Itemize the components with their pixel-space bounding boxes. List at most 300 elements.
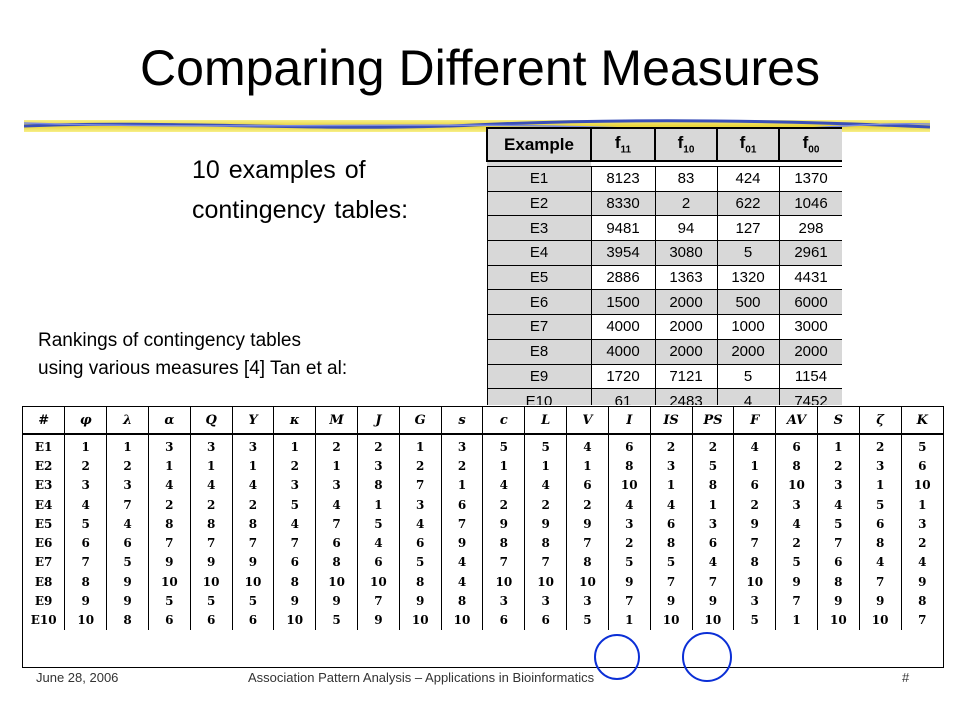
frequency-cell: 8123	[591, 167, 655, 192]
rank-cell: 9	[399, 591, 441, 610]
rank-cell: 2	[608, 533, 650, 552]
frequency-cell: 7452	[779, 389, 842, 405]
rank-cell: 3	[232, 434, 274, 456]
rank-cell: 10	[399, 611, 441, 630]
rank-cell: 1	[776, 611, 818, 630]
frequency-cell: 1154	[779, 364, 842, 389]
example-table-row	[487, 364, 842, 389]
rank-cell: 2	[148, 495, 190, 514]
rank-cell: 2	[567, 495, 609, 514]
rank-cell: 5	[525, 434, 567, 456]
rank-cell: 1	[692, 495, 734, 514]
rank-cell: 5	[232, 591, 274, 610]
frequency-cell: 1370	[779, 167, 842, 192]
rank-cell: 4	[567, 434, 609, 456]
example-id-cell: E9	[487, 364, 591, 389]
frequency-cell: 1500	[591, 290, 655, 315]
rank-cell: 7	[316, 514, 358, 533]
example-contingency-table	[486, 127, 842, 405]
frequency-cell: 1720	[591, 364, 655, 389]
frequency-cell: 4000	[591, 339, 655, 364]
example-id-cell: E10	[30, 613, 57, 628]
rank-cell: 9	[734, 514, 776, 533]
rank-cell: 3	[650, 456, 692, 475]
rank-cell: 3	[65, 476, 107, 495]
example-table-row	[487, 389, 842, 405]
example-id-cell: E6	[34, 536, 53, 551]
frequency-cell: 1000	[717, 315, 779, 340]
rank-cell: 4	[483, 476, 525, 495]
rank-cell: 8	[817, 572, 859, 591]
rank-cell: 6	[274, 553, 316, 572]
measure-header: s	[441, 407, 483, 434]
rank-cell: 6	[901, 456, 943, 475]
rank-cell: 7	[358, 591, 400, 610]
frequency-cell: 94	[655, 216, 717, 241]
frequency-cell: 3954	[591, 241, 655, 266]
rank-cell: 9	[232, 553, 274, 572]
rank-cell: 1	[608, 611, 650, 630]
rank-cell: 4	[776, 514, 818, 533]
rank-cell: 7	[859, 572, 901, 591]
frequency-cell: 2000	[655, 315, 717, 340]
measure-header: λ	[107, 407, 149, 434]
subtitle-line-1: 10 examples of	[192, 156, 366, 184]
rank-cell: 2	[776, 533, 818, 552]
rank-cell: 3	[901, 514, 943, 533]
rank-cell: 9	[316, 591, 358, 610]
frequency-cell: 2886	[591, 265, 655, 290]
example-table-row	[487, 241, 842, 266]
rank-cell: 8	[650, 533, 692, 552]
rankings-table-row	[23, 553, 943, 572]
frequency-cell: 6000	[779, 290, 842, 315]
rank-cell: 6	[859, 514, 901, 533]
rank-cell: 8	[734, 553, 776, 572]
rank-cell: 2	[692, 434, 734, 456]
rank-cell: 6	[190, 611, 232, 630]
example-table-row	[487, 315, 842, 340]
measure-header: φ	[65, 407, 107, 434]
rank-cell: 6	[441, 495, 483, 514]
rank-cell: 8	[274, 572, 316, 591]
rank-cell: 5	[274, 495, 316, 514]
rank-cell: 1	[525, 456, 567, 475]
rank-cell: 9	[608, 572, 650, 591]
rank-cell: 8	[232, 514, 274, 533]
rank-cell: 6	[65, 533, 107, 552]
header-f10: $f_{10}$	[655, 128, 717, 161]
rank-cell: 3	[608, 514, 650, 533]
rank-cell: 1	[650, 476, 692, 495]
rank-cell: 4	[901, 553, 943, 572]
frequency-cell: 2483	[655, 389, 717, 405]
example-id-cell: E10	[487, 389, 591, 405]
rank-cell: 9	[65, 591, 107, 610]
rank-cell: 2	[483, 495, 525, 514]
example-id-cell: E4	[34, 497, 53, 512]
rank-cell: 3	[441, 434, 483, 456]
rank-cell: 6	[483, 611, 525, 630]
footer-page-number: #	[902, 670, 910, 685]
rank-cell: 8	[148, 514, 190, 533]
rank-cell: 1	[859, 476, 901, 495]
rank-cell: 4	[107, 514, 149, 533]
rank-cell: 6	[650, 514, 692, 533]
rank-cell: 7	[776, 591, 818, 610]
rank-cell: 6	[734, 476, 776, 495]
measure-header: Y	[232, 407, 274, 434]
rank-cell: 7	[148, 533, 190, 552]
rank-cell: 7	[817, 533, 859, 552]
rankings-table-row	[23, 495, 943, 514]
rank-cell: 3	[525, 591, 567, 610]
rank-cell: 4	[399, 514, 441, 533]
rank-cell: 4	[441, 553, 483, 572]
measure-header: I	[608, 407, 650, 434]
example-id-cell: E1	[487, 167, 591, 192]
rank-cell: 4	[817, 495, 859, 514]
frequency-cell: 5	[717, 241, 779, 266]
example-table-row	[487, 265, 842, 290]
rank-cell: 1	[567, 456, 609, 475]
rank-cell: 8	[859, 533, 901, 552]
rank-cell: 6	[817, 553, 859, 572]
measure-header: M	[316, 407, 358, 434]
rank-cell: 4	[525, 476, 567, 495]
rank-cell: 2	[817, 456, 859, 475]
rankings-table-row	[23, 514, 943, 533]
example-id-cell: E6	[487, 290, 591, 315]
example-id-cell: E2	[487, 191, 591, 216]
rank-cell: 3	[483, 591, 525, 610]
rank-cell: 8	[441, 591, 483, 610]
rank-cell: 8	[692, 476, 734, 495]
rank-cell: 1	[817, 434, 859, 456]
rank-cell: 2	[358, 434, 400, 456]
example-id-cell: E5	[34, 516, 53, 531]
rankings-table	[22, 406, 944, 668]
rank-cell: 4	[274, 514, 316, 533]
rank-cell: 10	[441, 611, 483, 630]
measure-header: PS	[692, 407, 734, 434]
example-id-cell: E5	[487, 265, 591, 290]
rankings-caption-line-2: using various measures [4] Tan et al:	[38, 358, 348, 379]
rank-cell: 1	[148, 456, 190, 475]
footer-date: June 28, 2006	[36, 670, 119, 685]
rank-cell: 10	[232, 572, 274, 591]
rankings-table-row	[23, 572, 943, 591]
measure-header: J	[358, 407, 400, 434]
rank-cell: 3	[399, 495, 441, 514]
header-f01: $f_{01}$	[717, 128, 779, 161]
rank-cell: 10	[483, 572, 525, 591]
rank-cell: 4	[859, 553, 901, 572]
rank-cell: 10	[274, 611, 316, 630]
header-f00: $f_{00}$	[779, 128, 842, 161]
rank-cell: 1	[274, 434, 316, 456]
frequency-cell: 4000	[591, 315, 655, 340]
frequency-cell: 622	[717, 191, 779, 216]
rank-cell: 1	[399, 434, 441, 456]
rank-cell: 7	[608, 591, 650, 610]
rank-cell: 3	[148, 434, 190, 456]
rank-cell: 2	[441, 456, 483, 475]
rankings-table-row	[23, 434, 943, 456]
rank-cell: 9	[650, 591, 692, 610]
rank-cell: 1	[232, 456, 274, 475]
rank-cell: 9	[901, 572, 943, 591]
rank-cell: 1	[441, 476, 483, 495]
rank-cell: 3	[107, 476, 149, 495]
rank-cell: 8	[65, 572, 107, 591]
rank-cell: 3	[817, 476, 859, 495]
rank-cell: 10	[734, 572, 776, 591]
rank-cell: 3	[358, 456, 400, 475]
rank-cell: 10	[148, 572, 190, 591]
rank-cell: 3	[567, 591, 609, 610]
rank-cell: 9	[817, 591, 859, 610]
rankings-table-row	[23, 611, 943, 630]
rank-cell: 9	[274, 591, 316, 610]
rank-cell: 10	[776, 476, 818, 495]
rank-cell: 4	[692, 553, 734, 572]
rank-cell: 3	[274, 476, 316, 495]
rank-cell: 1	[358, 495, 400, 514]
rank-cell: 3	[859, 456, 901, 475]
rank-cell: 4	[608, 495, 650, 514]
example-id-cell: E2	[34, 458, 53, 473]
frequency-cell: 61	[591, 389, 655, 405]
rank-cell: 4	[148, 476, 190, 495]
rank-cell: 2	[274, 456, 316, 475]
rank-cell: 8	[483, 533, 525, 552]
frequency-cell: 2000	[717, 339, 779, 364]
rank-cell: 7	[232, 533, 274, 552]
example-id-cell: E8	[34, 574, 53, 589]
rank-cell: 1	[65, 434, 107, 456]
rank-cell: 4	[358, 533, 400, 552]
rank-cell: 10	[817, 611, 859, 630]
rank-cell: 9	[859, 591, 901, 610]
example-table-row	[487, 191, 842, 216]
rank-cell: 6	[148, 611, 190, 630]
rank-cell: 5	[859, 495, 901, 514]
rank-cell: 5	[692, 456, 734, 475]
highlight-circle-I	[594, 634, 640, 680]
rankings-table-row	[23, 533, 943, 552]
example-id-cell: E3	[34, 478, 53, 493]
measure-header: #	[23, 407, 65, 434]
rank-cell: 3	[692, 514, 734, 533]
rankings-caption	[38, 327, 347, 383]
frequency-cell: 2000	[779, 339, 842, 364]
rank-cell: 7	[692, 572, 734, 591]
frequency-cell: 2000	[655, 339, 717, 364]
measure-header: L	[525, 407, 567, 434]
measure-header: G	[399, 407, 441, 434]
measure-header: ζ	[859, 407, 901, 434]
rank-cell: 5	[608, 553, 650, 572]
rank-cell: 7	[901, 611, 943, 630]
rank-cell: 6	[107, 533, 149, 552]
rank-cell: 5	[776, 553, 818, 572]
rankings-table-row	[23, 456, 943, 475]
rank-cell: 10	[525, 572, 567, 591]
frequency-cell: 8330	[591, 191, 655, 216]
example-table-row	[487, 216, 842, 241]
rank-cell: 10	[358, 572, 400, 591]
frequency-cell: 298	[779, 216, 842, 241]
rank-cell: 4	[232, 476, 274, 495]
rank-cell: 5	[567, 611, 609, 630]
measure-header: S	[817, 407, 859, 434]
rank-cell: 9	[483, 514, 525, 533]
rank-cell: 2	[525, 495, 567, 514]
rank-cell: 7	[65, 553, 107, 572]
rank-cell: 3	[190, 434, 232, 456]
rank-cell: 4	[734, 434, 776, 456]
rank-cell: 5	[148, 591, 190, 610]
rank-cell: 5	[316, 611, 358, 630]
rankings-table-header	[23, 407, 943, 434]
rank-cell: 5	[190, 591, 232, 610]
rank-cell: 8	[316, 553, 358, 572]
rank-cell: 9	[441, 533, 483, 552]
example-table-row	[487, 339, 842, 364]
measure-header: K	[901, 407, 943, 434]
measure-header: IS	[650, 407, 692, 434]
rank-cell: 6	[567, 476, 609, 495]
frequency-cell: 424	[717, 167, 779, 192]
rank-cell: 3	[776, 495, 818, 514]
frequency-cell: 1320	[717, 265, 779, 290]
rank-cell: 8	[190, 514, 232, 533]
rank-cell: 2	[316, 434, 358, 456]
frequency-cell: 4	[717, 389, 779, 405]
frequency-cell: 3000	[779, 315, 842, 340]
example-table-header	[487, 128, 842, 161]
rank-cell: 6	[358, 553, 400, 572]
rank-cell: 6	[776, 434, 818, 456]
rank-cell: 10	[901, 476, 943, 495]
rank-cell: 10	[650, 611, 692, 630]
rank-cell: 5	[358, 514, 400, 533]
rank-cell: 8	[525, 533, 567, 552]
rank-cell: 7	[399, 476, 441, 495]
frequency-cell: 2961	[779, 241, 842, 266]
rank-cell: 10	[190, 572, 232, 591]
measure-header: α	[148, 407, 190, 434]
rank-cell: 2	[232, 495, 274, 514]
frequency-cell: 9481	[591, 216, 655, 241]
rank-cell: 2	[399, 456, 441, 475]
rank-cell: 9	[107, 591, 149, 610]
rank-cell: 6	[232, 611, 274, 630]
rank-cell: 7	[441, 514, 483, 533]
rank-cell: 2	[901, 533, 943, 552]
rank-cell: 1	[107, 434, 149, 456]
example-id-cell: E4	[487, 241, 591, 266]
rank-cell: 9	[107, 572, 149, 591]
frequency-cell: 2	[655, 191, 717, 216]
rank-cell: 1	[483, 456, 525, 475]
rank-cell: 9	[525, 514, 567, 533]
rank-cell: 10	[692, 611, 734, 630]
rank-cell: 2	[107, 456, 149, 475]
rank-cell: 5	[817, 514, 859, 533]
frequency-cell: 4431	[779, 265, 842, 290]
rank-cell: 2	[650, 434, 692, 456]
rank-cell: 4	[650, 495, 692, 514]
rank-cell: 8	[901, 591, 943, 610]
frequency-cell: 1363	[655, 265, 717, 290]
measure-header: Q	[190, 407, 232, 434]
rank-cell: 2	[190, 495, 232, 514]
rank-cell: 9	[692, 591, 734, 610]
rankings-caption-line-1: Rankings of contingency tables	[38, 330, 301, 351]
frequency-cell: 5	[717, 364, 779, 389]
rank-cell: 1	[316, 456, 358, 475]
rank-cell: 4	[441, 572, 483, 591]
slide-title: Comparing Different Measures	[140, 40, 820, 96]
rank-cell: 10	[65, 611, 107, 630]
rank-cell: 1	[190, 456, 232, 475]
rank-cell: 7	[650, 572, 692, 591]
example-table-row	[487, 167, 842, 192]
rank-cell: 2	[734, 495, 776, 514]
rank-cell: 9	[148, 553, 190, 572]
rank-cell: 5	[650, 553, 692, 572]
rank-cell: 8	[776, 456, 818, 475]
rank-cell: 6	[608, 434, 650, 456]
measure-header: AV	[776, 407, 818, 434]
rank-cell: 8	[608, 456, 650, 475]
frequency-cell: 7121	[655, 364, 717, 389]
rank-cell: 8	[358, 476, 400, 495]
header-f11: $f_{11}$	[591, 128, 655, 161]
rank-cell: 10	[316, 572, 358, 591]
rank-cell: 8	[107, 611, 149, 630]
rank-cell: 4	[65, 495, 107, 514]
example-id-cell: E7	[487, 315, 591, 340]
rank-cell: 2	[859, 434, 901, 456]
rank-cell: 9	[358, 611, 400, 630]
rank-cell: 10	[608, 476, 650, 495]
rank-cell: 7	[107, 495, 149, 514]
rank-cell: 8	[399, 572, 441, 591]
rank-cell: 7	[190, 533, 232, 552]
header-example: Example	[487, 128, 591, 161]
measure-header: F	[734, 407, 776, 434]
example-id-cell: E3	[487, 216, 591, 241]
rank-cell: 5	[107, 553, 149, 572]
rank-cell: 6	[692, 533, 734, 552]
rank-cell: 1	[901, 495, 943, 514]
example-id-cell: E8	[487, 339, 591, 364]
rankings-table-row	[23, 476, 943, 495]
frequency-cell: 500	[717, 290, 779, 315]
rank-cell: 3	[316, 476, 358, 495]
frequency-cell: 3080	[655, 241, 717, 266]
subtitle	[192, 150, 408, 230]
rank-cell: 6	[316, 533, 358, 552]
rank-cell: 5	[901, 434, 943, 456]
frequency-cell: 1046	[779, 191, 842, 216]
measure-header: c	[483, 407, 525, 434]
rank-cell: 7	[567, 533, 609, 552]
frequency-cell: 2000	[655, 290, 717, 315]
